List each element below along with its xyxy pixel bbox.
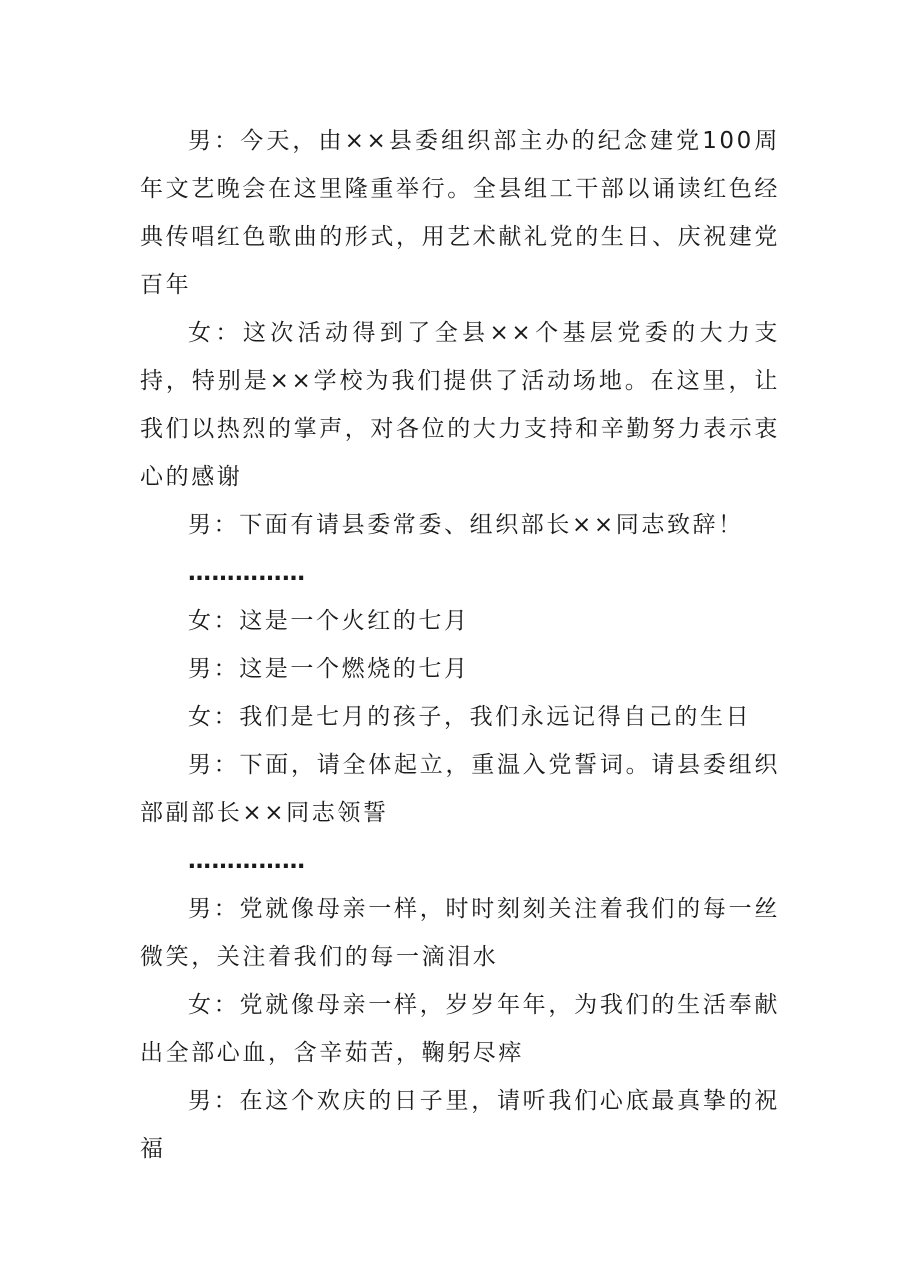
paragraph-host-female-july: 女：这是一个火红的七月 <box>188 608 470 634</box>
document-body <box>140 117 780 1173</box>
ellipsis-separator: …………… <box>188 848 306 874</box>
paragraph-host-male-oath: 男：下面，请全体起立，重温入党誓词。请县委组织部副部长××同志领誓 <box>140 752 780 826</box>
paragraph-host-male-july: 男：这是一个燃烧的七月 <box>188 656 470 682</box>
paragraph-host-female-children: 女：我们是七月的孩子，我们永远记得自己的生日 <box>188 704 752 730</box>
paragraph-host-female-thanks: 女：这次活动得到了全县××个基层党委的大力支持，特别是××学校为我们提供了活动场地。在这里，让我们以热烈的掌声，对各位的大力支持和辛勤努力表示衷心的感谢 <box>140 320 780 490</box>
paragraph-host-male-opening: 男：今天，由××县委组织部主办的纪念建党100周年文艺晚会在这里隆重举行。全县组工干部以诵读红色经典传唱红色歌曲的形式，用艺术献礼党的生日、庆祝建党百年 <box>140 128 780 298</box>
paragraph-host-male-speech-invite: 男：下面有请县委常委、组织部长××同志致辞！ <box>188 512 744 538</box>
ellipsis-separator: …………… <box>188 560 306 586</box>
paragraph-host-female-mother: 女：党就像母亲一样，岁岁年年，为我们的生活奉献出全部心血，含辛茹苦，鞠躬尽瘁 <box>140 992 780 1066</box>
paragraph-host-male-mother: 男：党就像母亲一样，时时刻刻关注着我们的每一丝微笑，关注着我们的每一滴泪水 <box>140 896 780 970</box>
paragraph-host-male-blessing: 男：在这个欢庆的日子里，请听我们心底最真挚的祝福 <box>140 1088 780 1162</box>
